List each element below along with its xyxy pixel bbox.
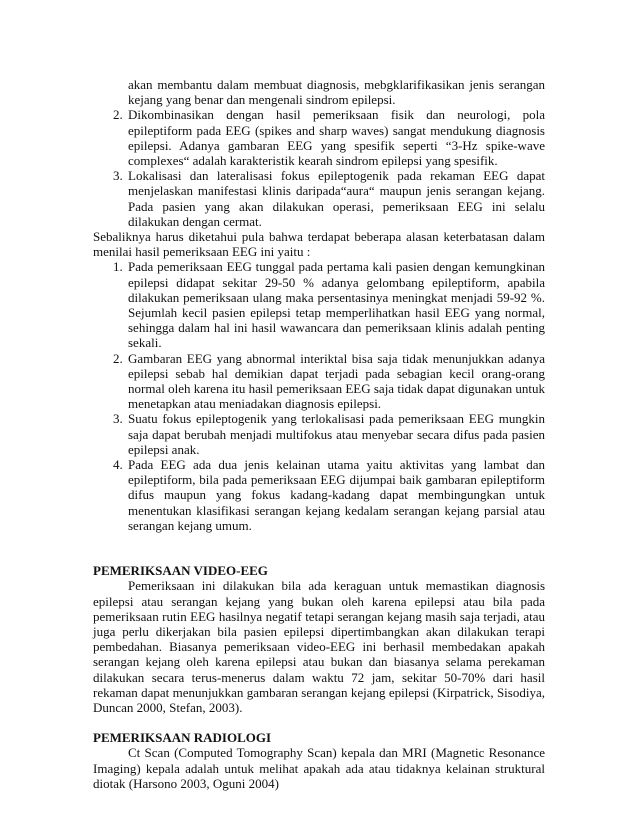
list-item: 2. Gambaran EEG yang abnormal interiktal bisa saja tidak menunjukkan adanya epilepsi sebab hal demikian dapat terjadi pada sebagian kecil orang-orang normal oleh karena itu hasil pemeriksaan EEG saja tidak dapat digunakan untuk menetapkan atau meniadakan diagnosis epilepsi. xyxy=(126,351,545,412)
list-item: 4. Pada EEG ada dua jenis kelainan utama yaitu aktivitas yang lambat dan epileptiform, bila pada pemeriksaan EEG dijumpai baik gambaran epileptiform difus maupun yang fokus kadang-kadang dapat membingungkan untuk menentukan klasifikasi serangan kejang kedalam serangan kejang parsial atau serangan kejang umum. xyxy=(126,457,545,533)
list-item: 3. Lokalisasi dan lateralisasi fokus epileptogenik pada rekaman EEG dapat menjelaskan manifestasi klinis daripada“aura“ maupun jenis serangan kejang. Pada pasien yang akan dilakukan operasi, pemeriksaan EEG ini selalu dilakukan dengan cermat. xyxy=(126,168,545,229)
document-page xyxy=(93,77,545,791)
video-eeg-paragraph: Pemeriksaan ini dilakukan bila ada keraguan untuk memastikan diagnosis epilepsi atau serangan kejang yang bukan oleh karena epilepsi atau bila pada pemeriksaan rutin EEG hasilnya negatif tetapi serangan kejang masih saja terjadi, atau juga perlu dikerjakan bila pasien epilepsi dipertimbangkan akan dilakukan terapi pembedahan. Biasanya pemeriksaan video-EEG ini berhasil membedakan apakah serangan kejang oleh karena epilepsi atau bukan dan biasanya selama perekaman dilakukan secara terus-menerus dalam waktu 72 jam, sekitar 50-70% dari hasil rekaman dapat menunjukkan gambaran serangan kejang epilepsi (Kirpatrick, Sisodiya, Duncan 2000, Stefan, 2003). xyxy=(93,578,545,715)
radiology-paragraph: Ct Scan (Computed Tomography Scan) kepala dan MRI (Magnetic Resonance Imaging) kepala adalah untuk melihat apakah ada atau tidaknya kelainan struktural diotak (Harsono 2003, Oguni 2004) xyxy=(93,745,545,791)
limitations-intro-paragraph: Sebaliknya harus diketahui pula bahwa terdapat beberapa alasan keterbatasan dalam menilai hasil pemeriksaan EEG ini yaitu : xyxy=(93,229,545,260)
eeg-benefits-list xyxy=(93,107,545,229)
list-item: 2. Dikombinasikan dengan hasil pemeriksaan fisik dan neurologi, pola epileptiform pada EEG (spikes and sharp waves) sangat mendukung diagnosis epilepsi. Adanya gambaran EEG yang spesifik seperti “3-Hz spike-wave complexes“ adalah karakteristik kearah sindrom epilepsi yang spesifik. xyxy=(126,107,545,168)
list-item-continuation: akan membantu dalam membuat diagnosis, mebgklarifikasikan jenis serangan kejang yang benar dan mengenali sindrom epilepsi. xyxy=(128,77,545,108)
section-spacer xyxy=(93,715,545,730)
section-heading-radiology: PEMERIKSAAN RADIOLOGI xyxy=(93,730,272,746)
section-spacer xyxy=(93,533,545,563)
list-item: 1. Pada pemeriksaan EEG tunggal pada pertama kali pasien dengan kemungkinan epilepsi didapat sekitar 29-50 % adanya gelombang epileptiform, apabila dilakukan pemeriksaan ulang maka persentasinya meningkat menjadi 59-92 %. Sejumlah kecil pasien epilepsi tetap memperlihatkan hasil EEG yang normal, sehingga dalam hal ini hasil wawancara dan pemeriksaan klinis adalah penting sekali. xyxy=(126,259,545,350)
section-heading-video-eeg: PEMERIKSAAN VIDEO-EEG xyxy=(93,563,268,579)
eeg-limitations-list xyxy=(93,259,545,533)
list-item: 3. Suatu fokus epileptogenik yang terlokalisasi pada pemeriksaan EEG mungkin saja dapat berubah menjadi multifokus atau menyebar secara difus pada pasien epilepsi anak. xyxy=(126,411,545,457)
